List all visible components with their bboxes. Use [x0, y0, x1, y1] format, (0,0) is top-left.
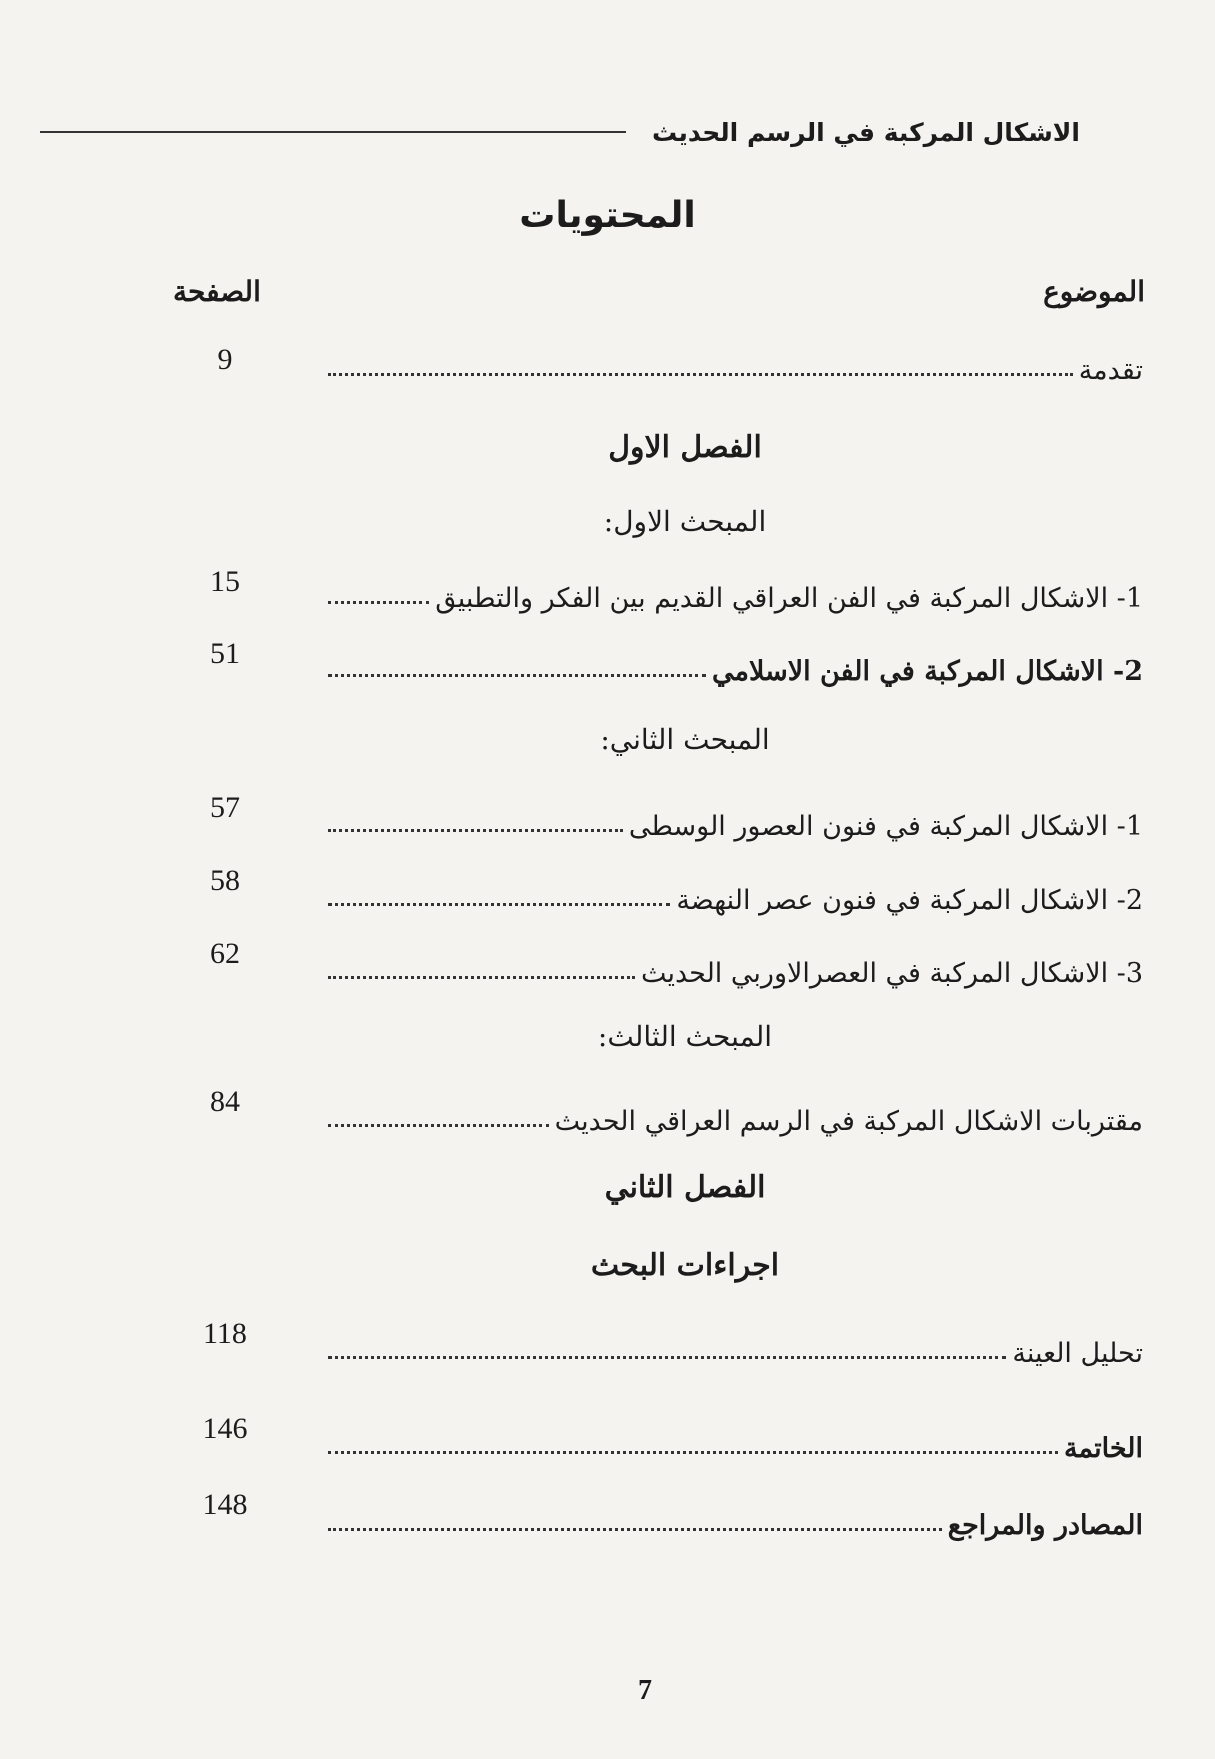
entry-label: 1- الاشكال المركبة في الفن العراقي القديم بين الفكر والتطبيق	[435, 583, 1143, 614]
section-heading: المبحث الثالث:	[597, 1020, 773, 1053]
entry-label: مقتربات الاشكال المركبة في الرسم العراقي الحديث	[554, 1106, 1143, 1137]
dot-leader	[328, 372, 1073, 376]
dot-leader	[328, 1527, 942, 1531]
entry-label: 1- الاشكال المركبة في فنون العصور الوسطى	[628, 811, 1143, 842]
entry-page-number: 15	[210, 565, 240, 598]
running-title: الاشكال المركبة في الرسم الحديث	[651, 117, 1080, 147]
chapter-heading: الفصل الثاني	[604, 1170, 766, 1205]
entry-page-number: 148	[202, 1488, 248, 1521]
section-heading: المبحث الاول:	[603, 505, 767, 538]
topic-column-heading: الموضوع	[1043, 275, 1145, 308]
running-header	[40, 112, 1080, 152]
entry-label: 2- الاشكال المركبة في الفن الاسلامي	[712, 656, 1143, 687]
header-rule	[40, 131, 626, 133]
section-heading: المبحث الثاني:	[600, 723, 770, 756]
toc-entry	[328, 1497, 1143, 1541]
entry-page-number: 62	[210, 937, 240, 970]
dot-leader	[328, 1450, 1058, 1454]
dot-leader	[328, 828, 623, 832]
toc-entry	[328, 872, 1143, 916]
entry-page-number: 146	[202, 1412, 248, 1445]
page-number: 7	[638, 1675, 652, 1706]
dot-leader	[328, 975, 635, 979]
entry-label: تقدمة	[1078, 355, 1143, 386]
entry-page-number: 51	[210, 637, 240, 670]
toc-entry	[328, 1420, 1143, 1464]
dot-leader	[328, 902, 670, 906]
entry-label: 2- الاشكال المركبة في فنون عصر النهضة	[676, 885, 1143, 916]
dot-leader	[328, 673, 706, 677]
toc-entry	[328, 643, 1143, 687]
dot-leader	[328, 1123, 549, 1127]
toc-entry	[328, 1093, 1143, 1137]
entry-page-number: 118	[203, 1317, 247, 1350]
dot-leader	[328, 600, 429, 604]
entry-label: تحليل العينة	[1012, 1338, 1143, 1369]
entry-page-number: 58	[210, 864, 240, 897]
dot-leader	[328, 1355, 1006, 1359]
entry-page-number: 57	[210, 791, 240, 824]
entry-label: 3- الاشكال المركبة في العصرالاوربي الحديث	[640, 958, 1143, 989]
entry-page-number: 84	[210, 1085, 240, 1118]
page-column-heading: الصفحة	[173, 275, 261, 308]
entry-label: المصادر والمراجع	[947, 1510, 1143, 1541]
toc-entry	[328, 570, 1143, 614]
toc-entry-intro	[328, 342, 1143, 386]
toc-title: المحتويات	[519, 195, 696, 236]
part-heading: اجراءات البحث	[590, 1248, 780, 1283]
entry-label: الخاتمة	[1064, 1433, 1143, 1464]
entry-page-number: 9	[217, 343, 233, 376]
toc-entry	[328, 945, 1143, 989]
chapter-heading: الفصل الاول	[608, 430, 762, 465]
toc-entry	[328, 798, 1143, 842]
toc-entry	[328, 1325, 1143, 1369]
